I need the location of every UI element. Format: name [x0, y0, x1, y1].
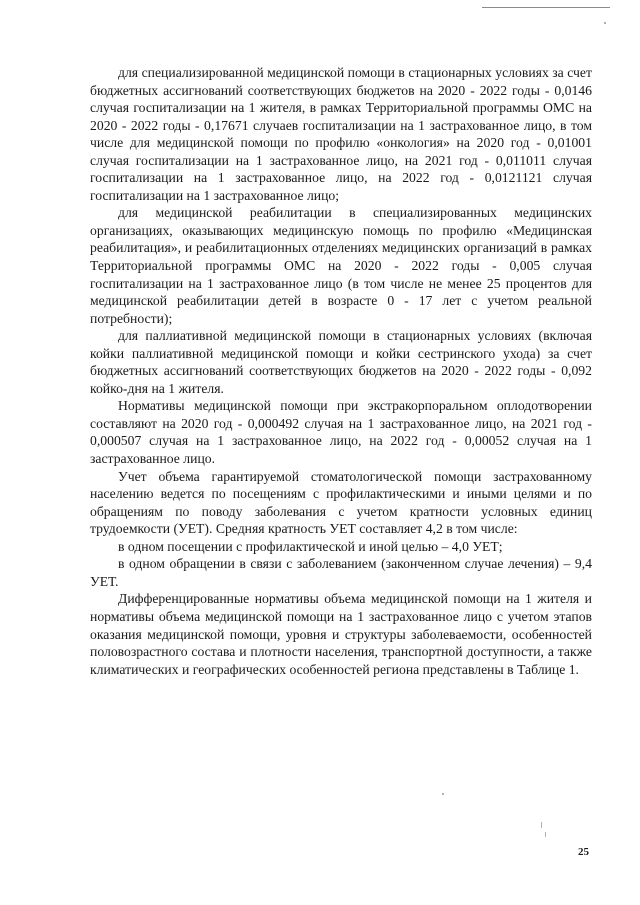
page-number: 25 [578, 846, 589, 858]
paragraph: Дифференцированные нормативы объема медицинской помощи на 1 жителя и нормативы объема медицинской помощи на 1 застрахованное лицо с учетом этапов оказания медицинской помощи, уровня и структуры заболеваемости, особенностей половозрастного состава и плотности населения, транспортной доступности, а также климатических и географических особенностей региона представлены в Таблице 1. [90, 591, 592, 677]
document-body [90, 64, 592, 678]
scan-mark [442, 793, 444, 795]
scan-mark [545, 832, 546, 837]
paragraph: в одном посещении с профилактической и иной целью – 4,0 УЕТ; [118, 538, 503, 554]
paragraph: Учет объема гарантируемой стоматологической помощи застрахованному населению ведется по посещениям с профилактическими и иными целями и по обращениям по поводу заболевания с учетом кратности условных единиц трудоемкости (УЕТ). Средняя кратность УЕТ составляет 4,2 в том числе: [90, 468, 592, 537]
paragraph: для медицинской реабилитации в специализированных медицинских организациях, оказывающих медицинскую помощь по профилю «Медицинская реабилитация», и реабилитационных отделениях медицинских организаций в рамках Территориальной программы ОМС на 2020 - 2022 годы - 0,005 случая госпитализации на 1 застрахованное лицо (в том числе не менее 25 процентов для медицинской реабилитации детей в возрасте 0 - 17 лет с учетом реальной потребности); [90, 205, 592, 326]
scan-mark [604, 22, 606, 24]
paragraph: для специализированной медицинской помощи в стационарных условиях за счет бюджетных ассигнований соответствующих бюджетов на 2020 - 2022 годы - 0,0146 случая госпитализации на 1 жителя, в рамках Территориальной программы ОМС на 2020 - 2022 годы - 0,17671 случаев госпитализации на 1 застрахованное лицо, в том числе для медицинской помощи по профилю «онкология» на 2020 год - 0,01001 случая госпитализации на 1 застрахованное лицо, на 2021 год - 0,011011 случая госпитализации на 1 застрахованное лицо, на 2022 год - 0,0121121 случая госпитализации на 1 застрахованное лицо; [90, 65, 592, 203]
paragraph: в одном обращении в связи с заболеванием (законченном случае лечения) – 9,4 УЕТ. [90, 556, 592, 589]
scan-mark [541, 822, 542, 828]
top-rule [482, 7, 610, 8]
paragraph: для паллиативной медицинской помощи в стационарных условиях (включая койки паллиативной медицинской помощи и койки сестринского ухода) за счет бюджетных ассигнований соответствующих бюджетов на 2020 - 2022 годы - 0,092 койко-дня на 1 жителя. [90, 328, 592, 396]
paragraph: Нормативы медицинской помощи при экстракорпоральном оплодотворении составляют на 2020 год - 0,000492 случая на 1 застрахованное лицо, на 2021 год - 0,000507 случая на 1 застрахованное лицо, на 2022 год - 0,00052 случая на 1 застрахованное лицо. [90, 398, 592, 467]
